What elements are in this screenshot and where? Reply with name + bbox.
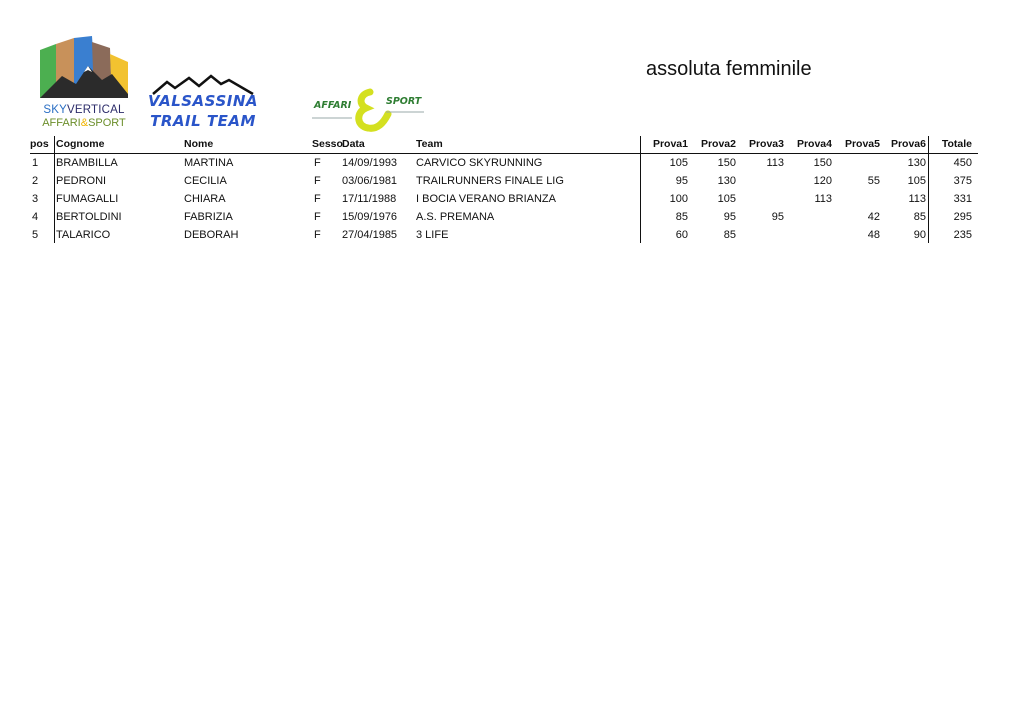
cell-p2: 150 [717, 157, 736, 169]
header-prova4: Prova4 [796, 138, 832, 150]
cell-sesso: F [314, 229, 321, 241]
cell-p2: 95 [723, 211, 736, 223]
cell-pos: 3 [32, 193, 39, 205]
sport-text: SPORT [386, 96, 422, 107]
mountain-stripes-icon [36, 36, 132, 106]
table-row [30, 208, 978, 226]
header-team: Team [416, 138, 443, 150]
header-sesso: Sesso [312, 138, 343, 150]
cell-cognome: BRAMBILLA [56, 157, 118, 169]
cell-pos: 1 [32, 157, 39, 169]
header-pos: pos [30, 138, 49, 150]
cell-nome: MARTINA [184, 157, 234, 169]
cell-nome: DEBORAH [184, 229, 239, 241]
skyvertical-logo [36, 36, 132, 132]
table-row [30, 154, 978, 172]
cell-totale: 331 [953, 193, 972, 205]
table-row [30, 190, 978, 208]
cell-p6: 85 [913, 211, 926, 223]
cell-p3: 113 [766, 157, 784, 169]
header-prova5: Prova5 [844, 138, 880, 150]
cell-totale: 450 [953, 157, 972, 169]
cell-team: TRAILRUNNERS FINALE LIG [416, 175, 564, 187]
cell-p6: 90 [913, 229, 926, 241]
cell-p6: 105 [907, 175, 926, 187]
header-prova3: Prova3 [748, 138, 784, 150]
cell-pos: 2 [32, 175, 39, 187]
table-row [30, 226, 978, 244]
valsassina-line1: VALSASSINA [148, 92, 258, 110]
affari-text: AFFARI [314, 100, 352, 111]
cell-totale: 235 [953, 229, 972, 241]
cell-nome: FABRIZIA [184, 211, 233, 223]
header-cognome: Cognome [56, 138, 105, 150]
cell-p5: 48 [867, 229, 880, 241]
cell-team: CARVICO SKYRUNNING [416, 157, 543, 169]
header-totale: Totale [941, 138, 972, 150]
skyvertical-wordmark: SKYVERTICAL [43, 104, 125, 116]
cell-sesso: F [314, 193, 321, 205]
cell-cognome: TALARICO [56, 229, 111, 241]
valsassina-trail-team-logo [143, 72, 263, 132]
page-title: assoluta femminile [646, 58, 812, 80]
header-prova1: Prova1 [652, 138, 688, 150]
cell-nome: CECILIA [184, 175, 227, 187]
cell-totale: 295 [953, 211, 972, 223]
cell-team: A.S. PREMANA [416, 211, 495, 223]
cell-p6: 130 [907, 157, 926, 169]
cell-p5: 55 [867, 175, 880, 187]
header-prova6: Prova6 [890, 138, 926, 150]
affari-sport-logo [312, 88, 428, 132]
results-table [30, 136, 978, 244]
cell-p6: 113 [908, 193, 926, 205]
cell-cognome: FUMAGALLI [56, 193, 119, 205]
cell-cognome: PEDRONI [56, 175, 107, 187]
cell-p2: 105 [717, 193, 736, 205]
cell-data: 15/09/1976 [342, 211, 398, 223]
cell-sesso: F [314, 157, 321, 169]
cell-p2: 85 [723, 229, 736, 241]
cell-team: I BOCIA VERANO BRIANZA [416, 193, 556, 205]
cell-p4: 150 [813, 157, 832, 169]
cell-p2: 130 [717, 175, 736, 187]
rule-before-prove [640, 136, 641, 243]
header-prova2: Prova2 [700, 138, 736, 150]
valsassina-line2: TRAIL TEAM [150, 112, 256, 130]
cell-p5: 42 [867, 211, 880, 223]
cell-p1: 60 [675, 229, 688, 241]
cell-totale: 375 [953, 175, 972, 187]
rule-before-totale [928, 136, 929, 243]
cell-pos: 4 [32, 211, 39, 223]
cell-sesso: F [314, 175, 321, 187]
cell-cognome: BERTOLDINI [56, 211, 122, 223]
cell-sesso: F [314, 211, 321, 223]
cell-p3: 95 [771, 211, 784, 223]
cell-p4: 113 [814, 193, 832, 205]
cell-data: 14/09/1993 [342, 157, 398, 169]
table-row [30, 172, 978, 190]
rule-after-pos [54, 136, 55, 243]
header-data: Data [342, 138, 365, 150]
cell-nome: CHIARA [184, 193, 226, 205]
header-nome: Nome [184, 138, 214, 150]
table-header [30, 136, 978, 154]
cell-pos: 5 [32, 229, 39, 241]
cell-data: 03/06/1981 [342, 175, 398, 187]
cell-data: 17/11/1988 [342, 193, 397, 205]
cell-p1: 100 [669, 193, 688, 205]
affari-sport-wordmark: AFFARI&SPORT [42, 117, 126, 129]
cell-team: 3 LIFE [416, 229, 449, 241]
cell-p1: 95 [675, 175, 688, 187]
cell-p1: 105 [669, 157, 688, 169]
table-body [30, 154, 978, 244]
cell-p1: 85 [675, 211, 688, 223]
cell-p4: 120 [813, 175, 832, 187]
cell-data: 27/04/1985 [342, 229, 398, 241]
